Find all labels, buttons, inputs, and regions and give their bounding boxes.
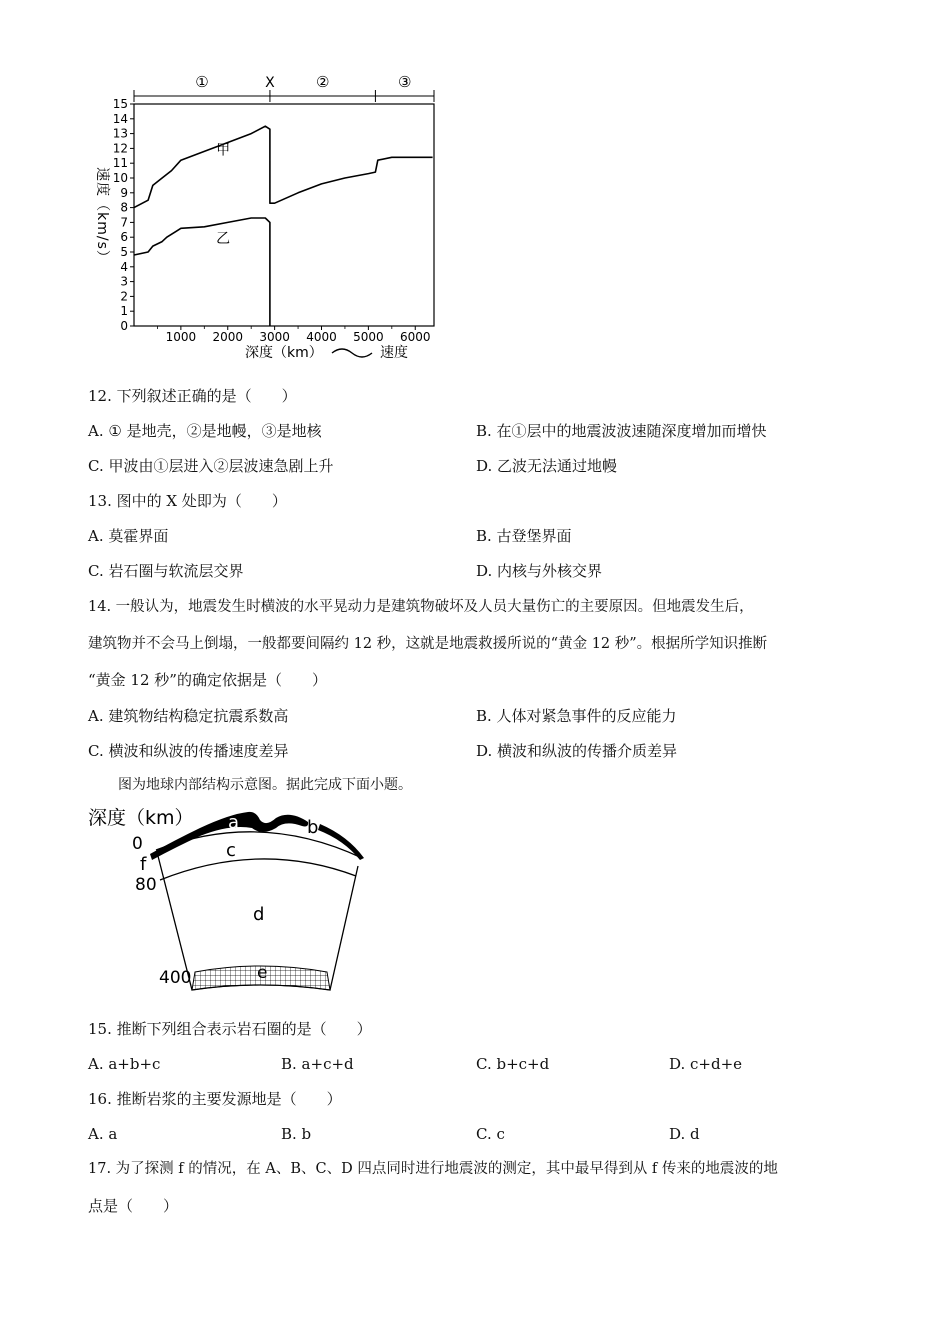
q16-option-a[interactable]: A. a [88,1125,118,1143]
q13-option-a[interactable]: A. 莫霍界面 [88,527,169,545]
depth-0: 0 [132,834,143,854]
q12-option-d[interactable]: D. 乙波无法通过地幔 [476,457,618,475]
q13-stem: 13. 图中的 X 处即为（ ） [88,492,287,510]
y-tick-label: 12 [112,141,128,156]
y-tick-label: 8 [120,200,128,215]
q16-option-d[interactable]: D. d [669,1125,700,1143]
x-tick-label: 2000 [212,330,244,344]
series-line-yi [134,218,270,326]
earth-structure-diagram [80,800,380,1000]
x-tick-label: 1000 [165,330,197,344]
q13-option-c[interactable]: C. 岩石圈与软流层交界 [88,562,244,580]
depth-80: 80 [135,875,157,895]
y-tick-label: 7 [120,215,128,230]
label-c: c [226,840,236,861]
label-b: b [307,817,319,838]
q16-stem: 16. 推断岩浆的主要发源地是（ ） [88,1090,342,1108]
q14-stem-line3: “黄金 12 秒”的确定依据是（ ） [88,671,327,689]
segment-2-label: ② [315,73,330,91]
y-tick-label: 3 [120,274,128,289]
q13-option-b[interactable]: B. 古登堡界面 [476,527,572,545]
label-d: d [253,904,265,925]
y-tick-label: 15 [112,97,128,111]
q12-option-a[interactable]: A. ① 是地壳，②是地幔，③是地核 [88,422,322,440]
x-tick-label: 5000 [353,330,384,344]
q12-option-c[interactable]: C. 甲波由①层进入②层波速急剧上升 [88,457,334,475]
q13-option-d[interactable]: D. 内核与外核交界 [476,562,603,580]
plot-frame [134,104,434,326]
boundary-80 [160,859,356,880]
y-tick-label: 4 [120,259,128,274]
y-tick-label: 14 [112,111,128,126]
segment-3-label: ③ [397,73,412,91]
y-tick-label: 0 [120,319,128,333]
q12-option-b[interactable]: B. 在①层中的地震波波速随深度增加而增快 [476,422,767,440]
y-tick-label: 9 [120,185,128,200]
segment-x-label: X [265,75,275,91]
seismic-velocity-chart [80,66,460,366]
y-tick-label: 2 [120,289,128,304]
y-tick-label: 10 [112,171,128,185]
x-tick-label: 6000 [399,330,431,344]
x-tick-label: 4000 [306,330,337,344]
series-line-jia [134,126,433,207]
q14-option-c[interactable]: C. 横波和纵波的传播速度差异 [88,742,289,760]
layer-b-shape [318,824,364,860]
q14-option-a[interactable]: A. 建筑物结构稳定抗震系数高 [88,707,289,725]
label-f: f [140,854,147,875]
q17-stem-line2: 点是（ ） [88,1197,179,1215]
y-tick-label: 6 [120,230,128,245]
legend-label: 速度 [380,345,408,361]
q16-option-b[interactable]: B. b [281,1125,312,1143]
x-axis-label: 深度（km） [245,345,323,361]
y-tick-label: 11 [112,156,128,171]
label-a: a [228,812,240,833]
series-label-yi: 乙 [216,231,231,248]
segment-1-label: ① [195,73,209,91]
q17-stem-line1: 17. 为了探测 f 的情况，在 A、B、C、D 四点同时进行地震波的测定，其中最早得到从 f 传来的地震波的地 [88,1161,778,1177]
q12-stem: 12. 下列叙述正确的是（ ） [88,387,297,405]
y-tick-label: 5 [120,245,128,259]
q16-option-c[interactable]: C. c [476,1125,505,1143]
q15-option-d[interactable]: D. c+d+e [669,1055,743,1073]
series-label-jia: 甲 [216,142,231,159]
q14-stem-line2: 建筑物并不会马上倒塌，一般都要间隔约 12 秒，这就是地震救援所说的“黄金 12 秒”。根据所学知识推断 [88,636,768,652]
label-e: e [257,963,268,983]
depth-title: 深度（km） [88,807,194,829]
q14-option-b[interactable]: B. 人体对紧急事件的反应能力 [476,707,677,725]
y-tick-label: 13 [112,126,128,141]
q15-stem: 15. 推断下列组合表示岩石圈的是（ ） [88,1020,372,1038]
q14-stem-line1: 14. 一般认为，地震发生时横波的水平晃动力是建筑物破坏及人员大量伤亡的主要原因。但地震发生后， [88,599,754,615]
q14-option-d[interactable]: D. 横波和纵波的传播介质差异 [476,742,678,760]
y-tick-label: 1 [120,304,128,319]
q15-option-a[interactable]: A. a+b+c [88,1055,161,1073]
legend-wave-icon [332,349,372,357]
y-axis-label: 速度（km/s） [94,167,110,265]
q15-option-b[interactable]: B. a+c+d [281,1055,354,1073]
section-intro: 图为地球内部结构示意图。据此完成下面小题。 [118,777,412,793]
depth-400: 400 [159,968,192,988]
q15-option-c[interactable]: C. b+c+d [476,1055,550,1073]
x-tick-label: 3000 [259,330,290,344]
